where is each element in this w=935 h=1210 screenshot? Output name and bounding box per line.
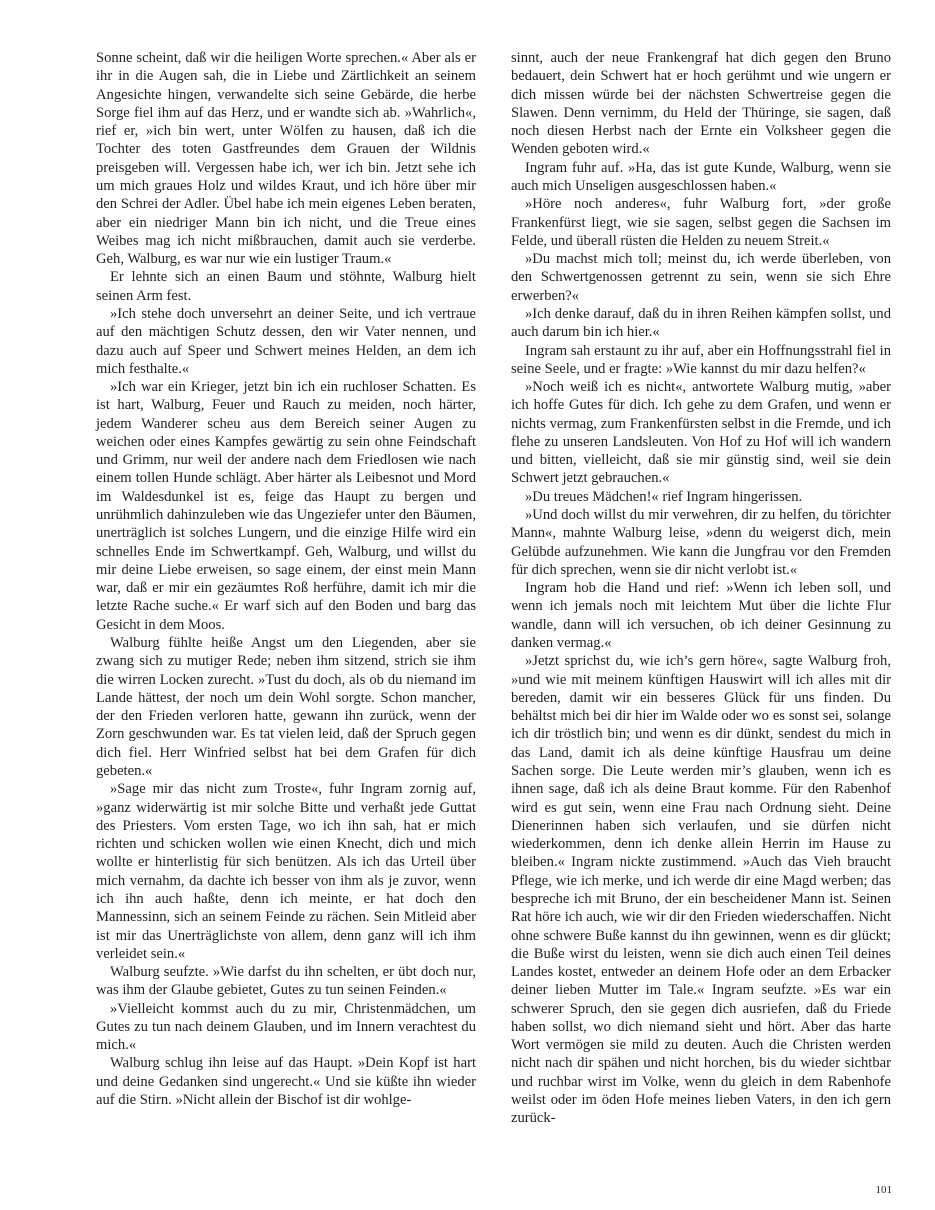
paragraph-left-7: Walburg seufzte. »Wie darfst du ihn schelten, er übt doch nur, was ihm der Glaube gebietet, Gutes zu tun seinen Feinden.« [96, 964, 476, 999]
paragraph-left-3: »Ich stehe doch unversehrt an deiner Seite, und ich vertraue auf den mächtigen Schutz dessen, den wir Vater nennen, und dazu auch auf Speer und Schwert meines Helden, an dem ich mich festhalte.« [96, 305, 476, 377]
paragraph-left-2: Er lehnte sich an einen Baum und stöhnte, Walburg hielt seinen Arm fest. [96, 269, 476, 304]
paragraph-left-4: »Ich war ein Krieger, jetzt bin ich ein ruchloser Schatten. Es ist hart, Walburg, Feuer und Rauch zu meiden, noch härter, jedem Wanderer scheu aus dem Bereich seiner Augen zu weichen oder eines Kampfes gewärtig zu sein ohne Feindschaft und Grimm, nur weil der andere nach dem Friedlosen wie nach einem tollen Hunde schlägt. Aber härter als Leibesnot und Mord im Waldesdunkel ist es, feige das Haupt zu bergen und unrühmlich dahinzuleben wie das Ungeziefer unter den Bäumen, unerträglich ist solches Lungern, und die einzige Hilfe wird ein schnelles Ende im Schwertkampf. Geh, Walburg, und willst du mir deine Liebe erweisen, so sage einem, der einst mein Mann war, daß er mir ein gezäumtes Roß herführe, damit ich mir die letzte Rache suche.« Er warf sich auf den Boden und barg das Gesicht in dem Moos. [96, 379, 476, 633]
paragraph-left-6: »Sage mir das nicht zum Troste«, fuhr Ingram zornig auf, »ganz widerwärtig ist mir solche Bitte und verhaßt jede Guttat des Priesters. Vom ersten Tage, wo ich ihn sah, hat er mich richten und schicken wollen wie einen Knecht, dich und mich wollte er hinterlistig für sich benützen. Als ich das Urteil über mich vernahm, da dachte ich besser von ihm als je zuvor, wenn ich ihn auch haßte, denn ich meinte, er hat doch den Mannessinn, sich an seinem Feinde zu rächen. Sein Mitleid aber ist mir das Unerträglichste von allem, denn ganz will ich ihm verleidet sein.« [96, 781, 476, 962]
paragraph-right-6: Ingram sah erstaunt zu ihr auf, aber ein Hoffnungsstrahl fiel in seine Seele, und er fragte: »Wie kannst du mir dazu helfen?« [511, 342, 891, 377]
paragraph-right-4: »Du machst mich toll; meinst du, ich werde überleben, von den Schwertgenossen getrennt zu sein, wenn sie sich Ehre erwerben?« [511, 251, 891, 304]
paragraph-right-7: »Noch weiß ich es nicht«, antwortete Walburg mutig, »aber ich hoffe Gutes für dich. Ich gehe zu dem Grafen, und wenn er nichts vermag, zum Frankenfürsten selbst in die Fremde, und ich flehe zu unseren Landsleuten. Von Hof zu Hof will ich wandern und bitten, vielleicht, daß sie mir günstig sind, weil sie dein Schwert jetzt gebrauchen.« [511, 379, 891, 487]
left-text-column [96, 49, 476, 1109]
paragraph-right-1: sinnt, auch der neue Frankengraf hat dich gegen den Bruno bedauert, dein Schwert hat er hoch gerühmt und wie ungern er dich missen würde bei der nächsten Schwertreise gegen die Slawen. Denn vernimm, du Held der Thüringe, sie sagen, daß noch diesen Herbst nach der Ernte ein Volksheer gegen die Wenden geboten wird.« [511, 50, 891, 158]
paragraph-right-2: Ingram fuhr auf. »Ha, das ist gute Kunde, Walburg, wenn sie auch mich Unseligen ausgeschlossen haben.« [511, 159, 891, 194]
right-text-column [511, 49, 891, 1128]
paragraph-right-8: »Du treues Mädchen!« rief Ingram hingerissen. [525, 488, 803, 505]
paragraph-right-5: »Ich denke darauf, daß du in ihren Reihen kämpfen sollst, und auch darum bin ich hier.« [511, 305, 891, 341]
paragraph-left-1: Sonne scheint, daß wir die heiligen Worte sprechen.« Aber als er ihr in die Augen sah, die in Liebe und Zärtlichkeit an seinem Angesichte hingen, verwandelte sich seine Gebärde, die herbe Sorge fiel ihm auf das Herz, und er wandte sich ab. »Wahrlich«, rief er, »ich bin wert, unter Wölfen zu hausen, daß ich die Tochter des toten Gastfreundes dem Grauen der Wildnis preisgeben will. Vergessen habe ich, wer ich bin. Jetzt sehe ich um mich graues Holz und wildes Kraut, und ich höre über mir den Schrei der Adler. Übel habe ich mein eigenes Leben beraten, aber ein niedriger Mann bin ich nicht, und die Treue eines Weibes mag ich nicht mißbrauchen, damit auch sie verderbe. Geh, Walburg, es war nur wie ein lustiger Traum.« [96, 50, 476, 268]
paragraph-right-11: »Jetzt sprichst du, wie ich’s gern höre«, sagte Walburg froh, »und wie mit meinem künftigen Hauswirt will ich alles mit dir bereden, damit wir ein besseres Glück für uns finden. Du behältst mich bei dir hier im Walde oder wo es sonst sei, solange ich dir tröstlich bin; und wenn es dir dünkt, sendest du mich in das Land, damit ich als deine künftige Hausfrau um deine Sachen sorge. Die Leute werden mir’s glauben, wenn ich es ihnen sage, daß ich als deine Braut komme. Für den Rabenhof wird es gut sein, wenn eine Frau nach Ordnung sieht. Deine Dienerinnen haben sich verlaufen, und sie dürfen nicht wiederkommen, denn ich denke allein Herrin im Hause zu bleiben.« Ingram nickte zustimmend. »Auch das Vieh braucht Pflege, wie ich merke, und ich werde dir eine Magd werben; das bespreche ich mit Bruno, der ein bescheidener Mann ist. Seinen Rat höre ich auch, wie wir dir den Frieden wiederschaffen. Nicht ohne schwere Buße kannst du ihn gewinnen, wenn es dir glückt; die Buße wirst du leisten, wenn sie dich auch einen Teil deines Landes kostet, entweder an deinem Hofe oder an dem Erbacker deiner lieben Mutter im Tale.« Ingram seufzte. »Es war ein schwerer Spruch, den sie gegen dich ausriefen, daß du Friede haben sollst, wo dich niemand sieht und hört. Aber das harte Wort vermögen sie mild zu deuten. Auch die Christen werden nicht nach dir spähen und nicht horchen, bis du wieder sichtbar und ruchbar wirst im Volke, wenn du gleich in dem Rabenhofe weilst oder im öden Hofe meines lieben Vaters, in den ich gern zurück- [511, 653, 891, 1127]
paragraph-left-8: »Vielleicht kommst auch du zu mir, Christenmädchen, um Gutes zu tun nach deinem Glauben, und im Innern verachtest du mich.« [96, 1000, 476, 1054]
paragraph-right-10: Ingram hob die Hand und rief: »Wenn ich leben soll, und wenn ich jemals noch mit leichtem Mut über die lichte Flur wandle, dann will ich versuchen, ob ich deiner Gesinnung zu danken vermag.« [511, 580, 891, 651]
paragraph-right-3: »Höre noch anderes«, fuhr Walburg fort, »der große Frankenfürst liegt, wie sie sagen, selbst gegen die Sachsen im Felde, und überall rüsten die Helden zu neuem Streit.« [511, 196, 891, 249]
paragraph-right-9: »Und doch willst du mir verwehren, dir zu helfen, du törichter Mann«, mahnte Walburg leise, »denn du weigerst dich, mein Gelübde aufzunehmen. Wie kann die Jungfrau vor den Fremden für dich sprechen, wenn sie dir nicht verlobt ist.« [511, 507, 891, 578]
paragraph-left-5: Walburg fühlte heiße Angst um den Liegenden, aber sie zwang sich zu mutiger Rede; neben ihm sitzend, strich sie ihm die wirren Locken zurecht. »Tust du doch, als ob du niemand im Lande hättest, der noch um dein Wohl sorgte. Schon mancher, der den Frieden verloren hatte, gewann ihn zurück, wenn der Zorn geschwunden war. Es tat vielen leid, daß der Spruch gegen dich fiel. Herr Winfried selbst hat bei dem Grafen für dich gebeten.« [96, 635, 476, 779]
paragraph-left-9: Walburg schlug ihn leise auf das Haupt. »Dein Kopf ist hart und deine Gedanken sind ungerecht.« Und sie küßte ihn wieder auf die Stirn. »Nicht allein der Bischof ist dir wohlge- [96, 1055, 476, 1109]
page-number: 101 [875, 1184, 892, 1196]
